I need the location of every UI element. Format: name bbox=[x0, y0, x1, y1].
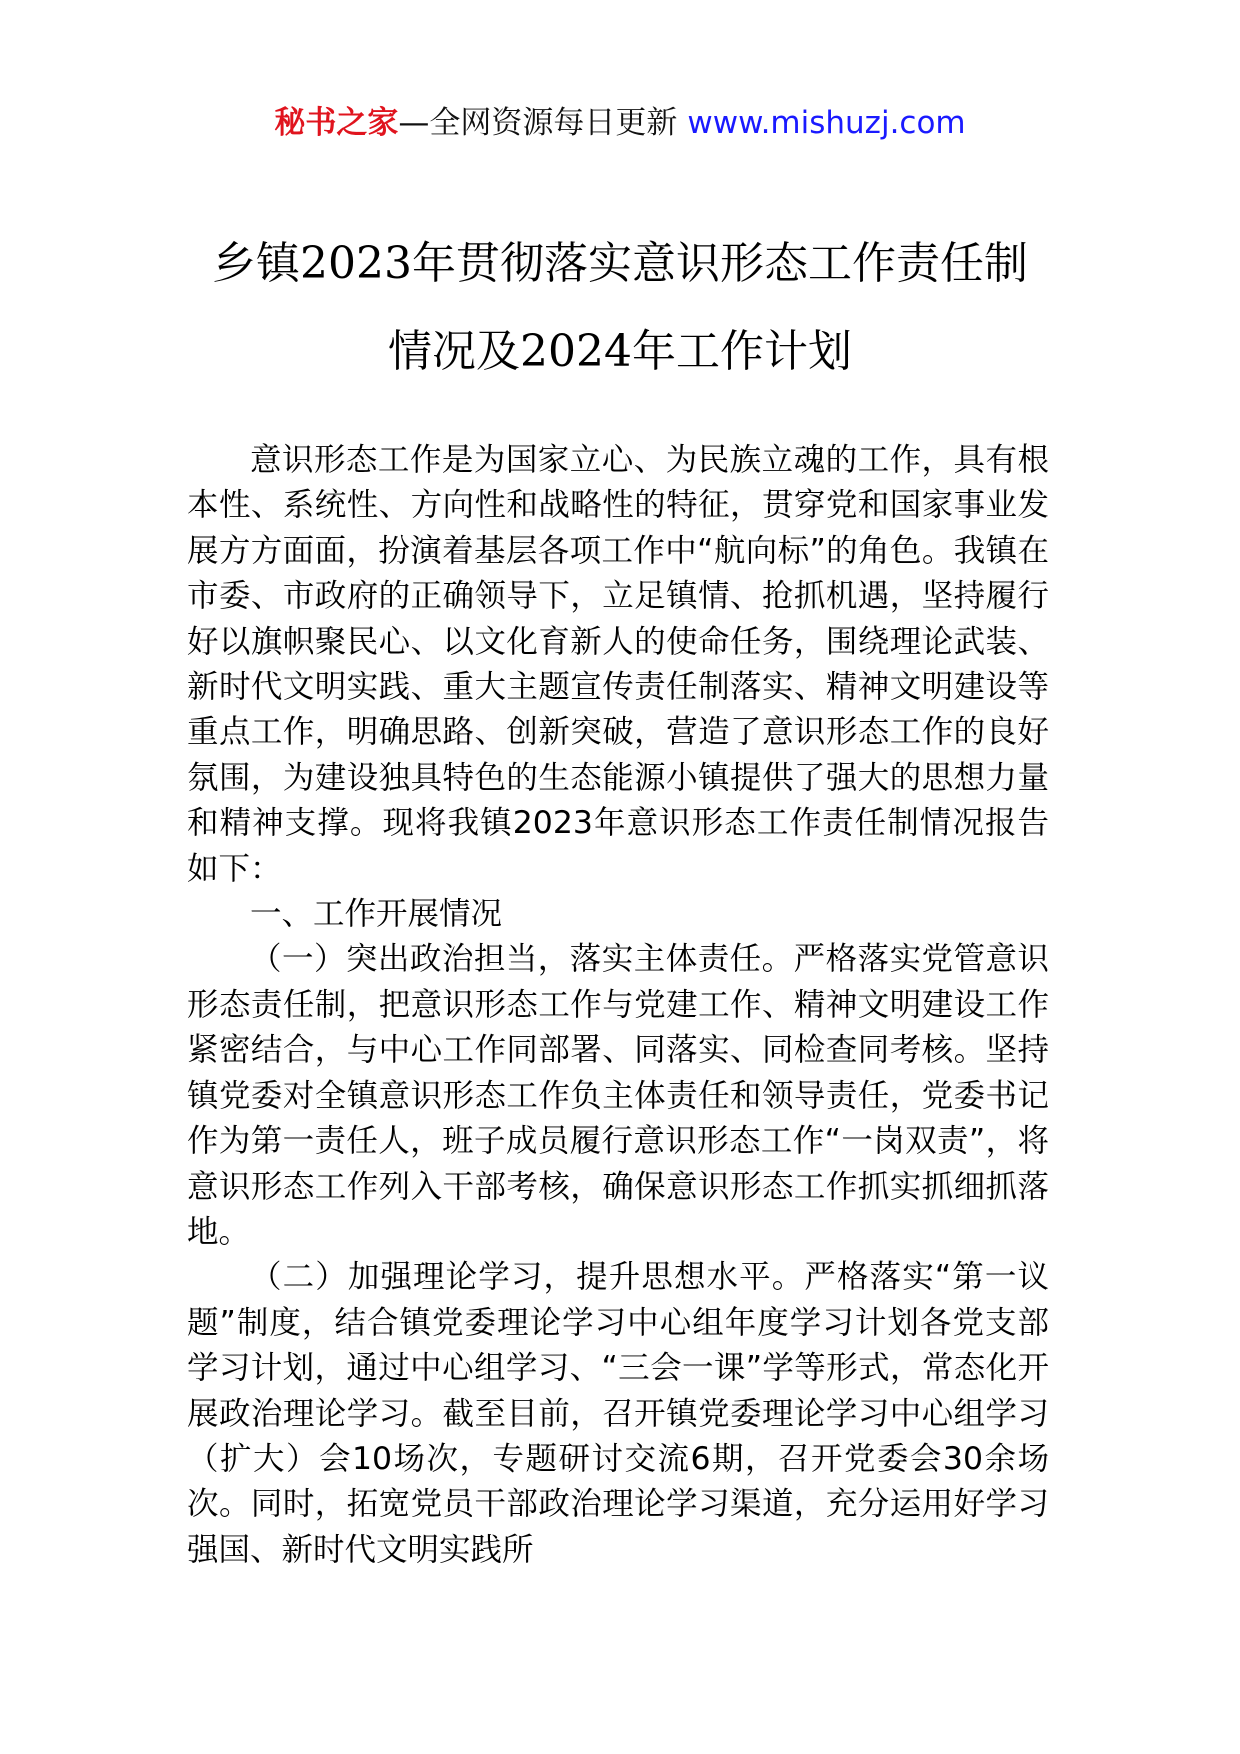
paragraph-item-1: （一）突出政治担当，落实主体责任。严格落实党管意识形态责任制，把意识形态工作与党建工作、精神文明建设工作紧密结合，与中心工作同部署、同落实、同检查同考核。坚持镇党委对全镇意识形态工作负主体责任和领导责任，党委书记作为第一责任人，班子成员履行意识形态工作“一岗双责”，将意识形态工作列入干部考核，确保意识形态工作抓实抓细抓落地。 bbox=[187, 941, 1049, 1250]
site-brand: 秘书之家 bbox=[274, 105, 399, 141]
site-url-link[interactable]: www.mishuzj.com bbox=[687, 105, 966, 141]
document-title-line-2: 情况及2024年工作计划 bbox=[388, 326, 852, 377]
site-slogan: —全网资源每日更新 bbox=[398, 105, 678, 141]
paragraph-intro: 意识形态工作是为国家立心、为民族立魂的工作，具有根本性、系统性、方向性和战略性的特征，贯穿党和国家事业发展方方面面，扮演着基层各项工作中“航向标”的角色。我镇在市委、市政府的正确领导下，立足镇情、抢抓机遇，坚持履行好以旗帜聚民心、以文化育新人的使命任务，围绕理论武装、新时代文明实践、重大主题宣传责任制落实、精神文明建设等重点工作，明确思路、创新突破，营造了意识形态工作的良好氛围，为建设独具特色的生态能源小镇提供了强大的思想力量和精神支撑。现将我镇2023年意识形态工作责任制情况报告如下： bbox=[187, 442, 1049, 887]
paragraph-item-2: （二）加强理论学习，提升思想水平。严格落实“第一议题”制度，结合镇党委理论学习中心组年度学习计划各党支部学习计划，通过中心组学习、“三会一课”学等形式，常态化开展政治理论学习。截至目前，召开镇党委理论学习中心组学习（扩大）会10场次，专题研讨交流6期，召开党委会30余场次。同时，拓宽党员干部政治理论学习渠道，充分运用好学习强国、新时代文明实践所 bbox=[187, 1259, 1049, 1568]
site-banner bbox=[0, 100, 1240, 146]
section-heading-1: 一、工作开展情况 bbox=[250, 896, 503, 933]
document-body bbox=[187, 438, 1049, 1573]
document-title-line-1: 乡镇2023年贯彻落实意识形态工作责任制 bbox=[212, 238, 1028, 289]
